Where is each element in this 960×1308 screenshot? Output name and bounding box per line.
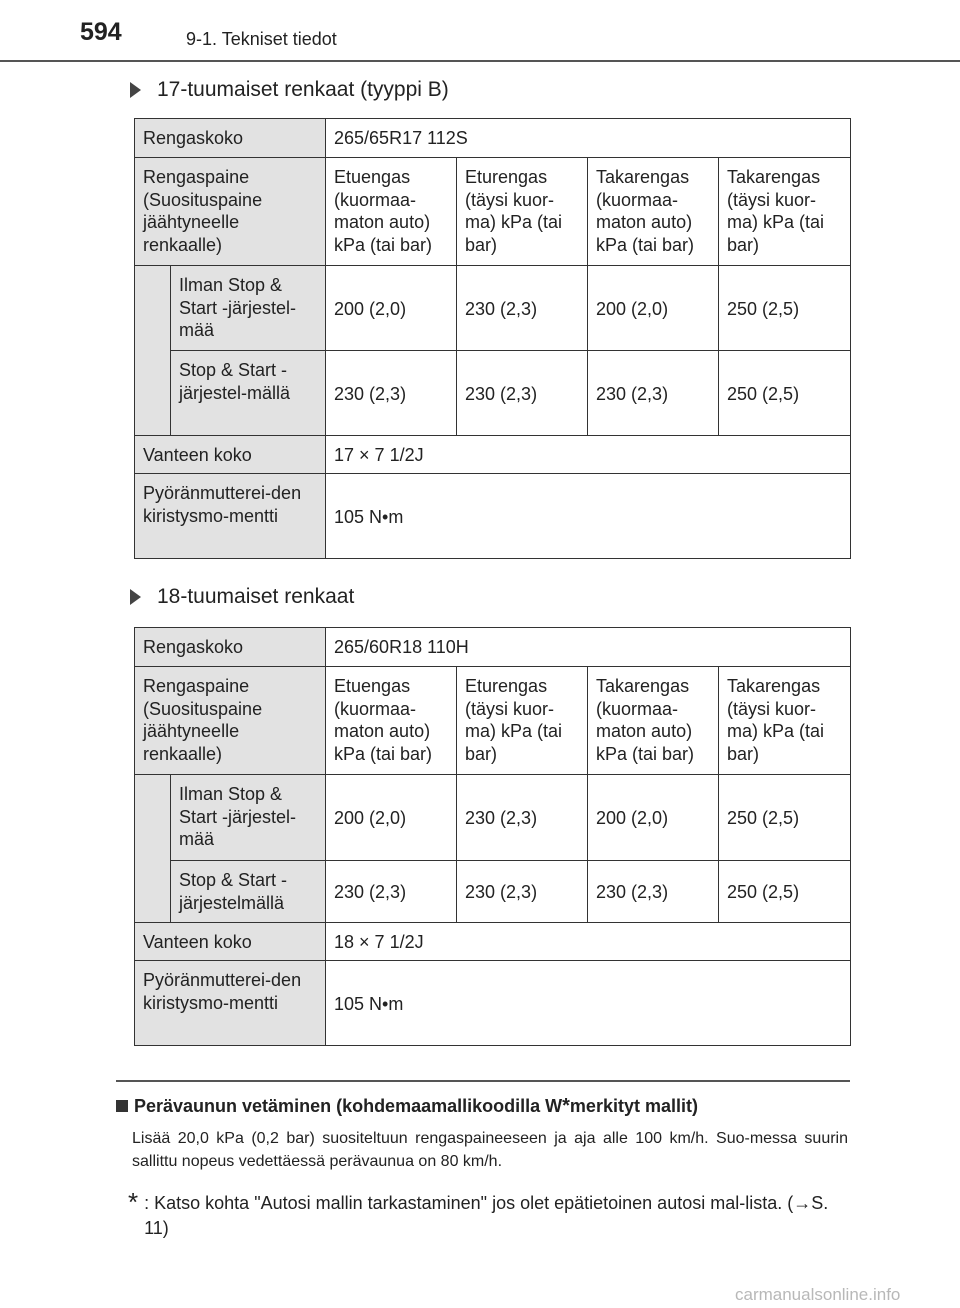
- table-row: [135, 667, 851, 775]
- tire-size-value: 265/65R17 112S: [326, 119, 851, 158]
- table-cell: 230 (2,3): [326, 861, 457, 923]
- column-header: Eturengas (täysi kuor-ma) kPa (tai bar): [457, 667, 588, 775]
- table-row: [135, 119, 851, 158]
- column-header: Etuengas (kuormaa-maton auto) kPa (tai bar): [326, 158, 457, 266]
- page-number: 594: [80, 18, 122, 46]
- table-row: [135, 861, 851, 923]
- row-label: Ilman Stop & Start -järjestel-mää: [171, 266, 326, 351]
- square-bullet-icon: [116, 1100, 128, 1112]
- rim-size-value: 18 × 7 1/2J: [326, 923, 851, 961]
- table-cell: 230 (2,3): [588, 351, 719, 436]
- table-row: [135, 775, 851, 861]
- table-cell: 230 (2,3): [457, 351, 588, 436]
- page-header: [0, 0, 960, 62]
- arrow-icon: [130, 589, 141, 605]
- table-row: [135, 158, 851, 266]
- column-header: Takarengas (täysi kuor-ma) kPa (tai bar): [719, 158, 851, 266]
- note-divider: [116, 1080, 850, 1082]
- header-divider: [0, 60, 960, 62]
- column-header: Takarengas (täysi kuor-ma) kPa (tai bar): [719, 667, 851, 775]
- section-heading-18in: [130, 585, 354, 609]
- tire-size-label: Rengaskoko: [135, 628, 326, 667]
- table-cell: 230 (2,3): [457, 861, 588, 923]
- row-label: Stop & Start -järjestelmällä: [171, 861, 326, 923]
- indent-cell: [135, 775, 171, 923]
- table-row: [135, 436, 851, 474]
- torque-label: Pyöränmutterei-den kiristysmo-mentti: [135, 961, 326, 1046]
- column-header: Takarengas (kuormaa-maton auto) kPa (tai bar): [588, 667, 719, 775]
- footnote: [128, 1187, 850, 1241]
- section-heading-text: 18-tuumaiset renkaat: [157, 585, 355, 608]
- pressure-label: Rengaspaine (Suosituspaine jäähtyneelle renkaalle): [135, 667, 326, 775]
- table-row: [135, 628, 851, 667]
- tire-spec-table-18in: [134, 627, 851, 1046]
- indent-cell: [135, 266, 171, 436]
- section-heading-17in: [130, 78, 449, 102]
- note-title-text-end: merkityt mallit): [569, 1096, 698, 1116]
- table-cell: 230 (2,3): [588, 861, 719, 923]
- table-row: [135, 266, 851, 351]
- tire-spec-table-17in: [134, 118, 851, 559]
- rim-size-label: Vanteen koko: [135, 923, 326, 961]
- watermark: carmanualsonline.info: [735, 1285, 901, 1304]
- table-cell: 230 (2,3): [457, 775, 588, 861]
- table-cell: 250 (2,5): [719, 775, 851, 861]
- note-title: Perävaunun vetäminen (kohdemaamallikoodilla W * merkityt mallit): [116, 1096, 850, 1117]
- table-cell: 200 (2,0): [326, 775, 457, 861]
- row-label: Stop & Start -järjestel-mällä: [171, 351, 326, 436]
- arrow-icon: [130, 82, 141, 98]
- tire-size-value: 265/60R18 110H: [326, 628, 851, 667]
- footnote-text: : Katso kohta "Autosi mallin tarkastaminen" jos olet epätietoinen autosi mal-lista. (→S. 11): [144, 1193, 829, 1238]
- chapter-title: 9-1. Tekniset tiedot: [186, 29, 337, 49]
- torque-value: 105 N•m: [326, 474, 851, 559]
- torque-label: Pyöränmutterei-den kiristysmo-mentti: [135, 474, 326, 559]
- table-row: [135, 961, 851, 1046]
- table-row: [135, 923, 851, 961]
- pressure-label: Rengaspaine (Suosituspaine jäähtyneelle renkaalle): [135, 158, 326, 266]
- rim-size-value: 17 × 7 1/2J: [326, 436, 851, 474]
- torque-value: 105 N•m: [326, 961, 851, 1046]
- table-row: [135, 474, 851, 559]
- section-heading-text: 17-tuumaiset renkaat (tyyppi B): [157, 78, 449, 101]
- table-cell: 250 (2,5): [719, 266, 851, 351]
- table-cell: 250 (2,5): [719, 861, 851, 923]
- note-title-text: Perävaunun vetäminen (kohdemaamallikoodilla W: [134, 1096, 563, 1116]
- column-header: Takarengas (kuormaa-maton auto) kPa (tai bar): [588, 158, 719, 266]
- column-header: Eturengas (täysi kuor-ma) kPa (tai bar): [457, 158, 588, 266]
- table-cell: 200 (2,0): [326, 266, 457, 351]
- table-cell: 230 (2,3): [326, 351, 457, 436]
- tire-size-label: Rengaskoko: [135, 119, 326, 158]
- row-label: Ilman Stop & Start -järjestel-mää: [171, 775, 326, 861]
- note-body: Lisää 20,0 kPa (0,2 bar) suositeltuun rengaspaineeseen ja aja alle 100 km/h. Suo-messa suurin sallittu nopeus vedettäessä perävaunua on 80 km/h.: [132, 1130, 848, 1170]
- table-cell: 250 (2,5): [719, 351, 851, 436]
- rim-size-label: Vanteen koko: [135, 436, 326, 474]
- table-cell: 200 (2,0): [588, 266, 719, 351]
- footnote-asterisk: *: [128, 1187, 139, 1217]
- column-header: Etuengas (kuormaa-maton auto) kPa (tai bar): [326, 667, 457, 775]
- table-row: [135, 351, 851, 436]
- table-cell: 230 (2,3): [457, 266, 588, 351]
- table-cell: 200 (2,0): [588, 775, 719, 861]
- towing-note: [116, 1080, 850, 1241]
